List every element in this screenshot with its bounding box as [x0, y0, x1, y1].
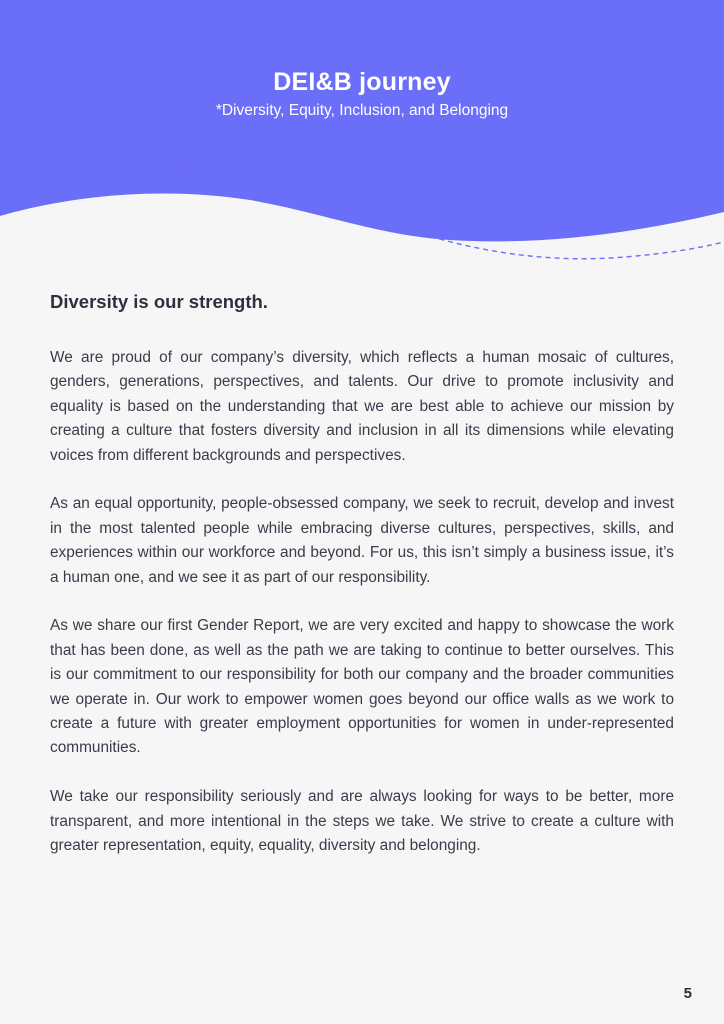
- section-heading: Diversity is our strength.: [50, 291, 268, 312]
- paragraph-2: As an equal opportunity, people-obsessed company, we seek to recruit, develop and invest in the most talented people while embracing diverse cultures, perspectives, skills, and experiences within our workforce and beyond. For us, this isn’t simply a business issue, it’s a human one, and we see it as part of our responsibility.: [50, 495, 674, 586]
- header: [0, 66, 724, 121]
- page-title: DEI&B journey: [273, 68, 451, 96]
- page-subtitle: *Diversity, Equity, Inclusion, and Belonging: [215, 102, 509, 119]
- header-wave-banner: [0, 0, 724, 270]
- paragraph-4: We take our responsibility seriously and are always looking for ways to be better, more transparent, and more intentional in the steps we take. We strive to create a culture with greater representation, equity, equality, diversity and belonging.: [50, 788, 674, 855]
- page-number: 5: [683, 985, 692, 1002]
- main-content: [50, 288, 674, 883]
- paragraph-3: As we share our first Gender Report, we are very excited and happy to showcase the work that has been done, as well as the path we are taking to continue to better ourselves. This is our commitment to our responsibility for both our company and the broader communities we operate in. Our work to empower women goes beyond our office walls as we work to create a future with greater employment opportunities for women in under-represented communities.: [50, 617, 674, 757]
- paragraph-1: We are proud of our company’s diversity, which reflects a human mosaic of cultures, genders, generations, perspectives, and talents. Our drive to promote inclusivity and equality is based on the understanding that we are best able to achieve our mission by creating a culture that fosters diversity and inclusion in all its dimensions while elevating voices from different backgrounds and perspectives.: [50, 349, 674, 464]
